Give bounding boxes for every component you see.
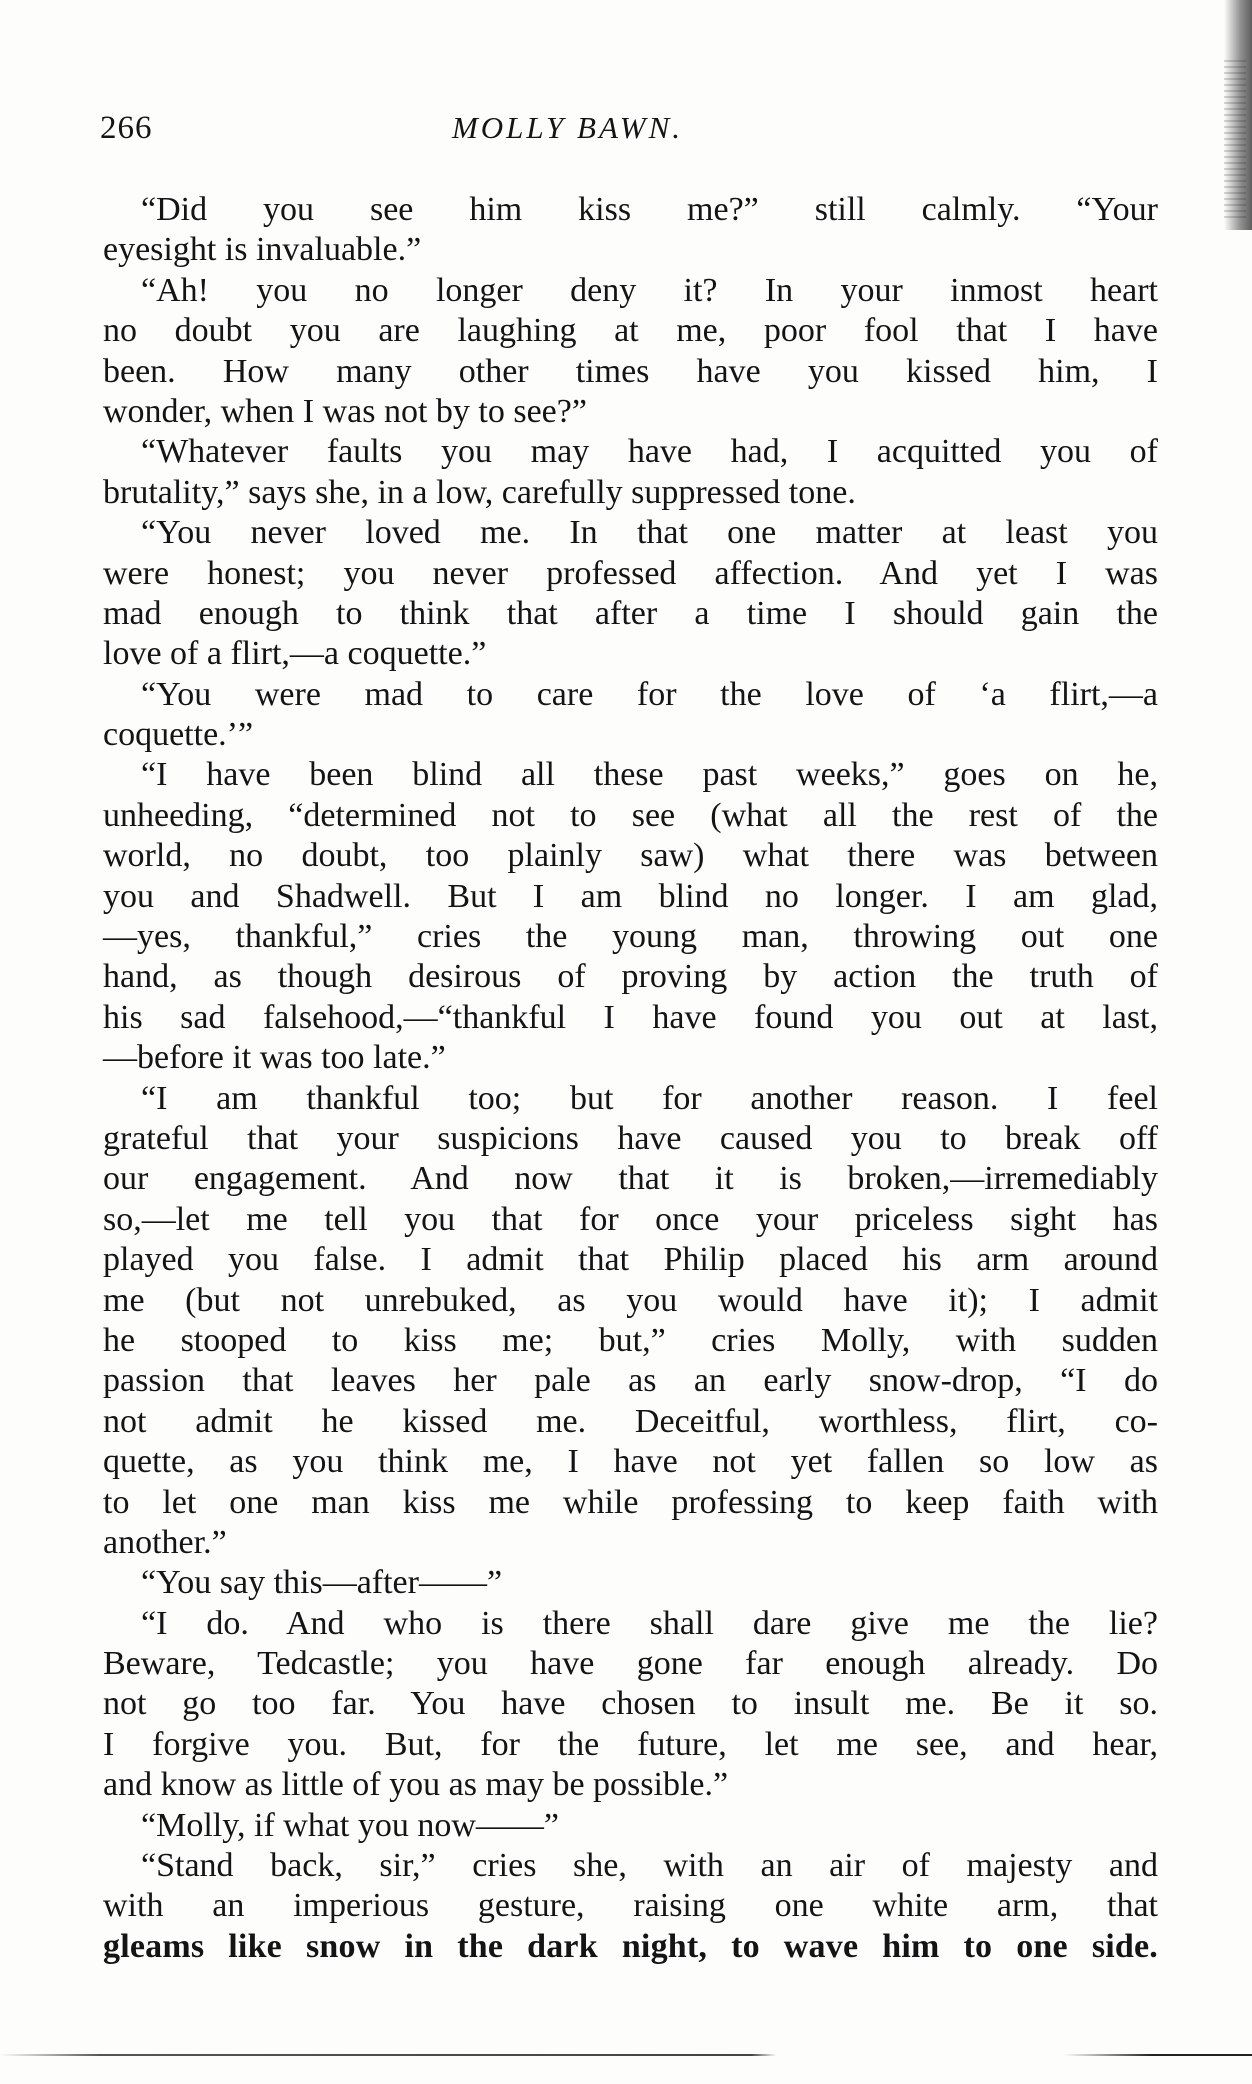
text-line: hand, as though desirous of proving by action the truth of (103, 958, 1158, 996)
text-line: “Molly, if what you now——” (141, 1806, 560, 1844)
text-line: “I have been blind all these past weeks,” goes on he, (141, 756, 1158, 794)
text-line: another.” (103, 1523, 227, 1561)
text-line: “Did you see him kiss me?” still calmly. “Your (141, 191, 1158, 228)
text-line: coquette.’” (103, 716, 254, 754)
text-line: wonder, when I was not by to see?” (103, 392, 587, 430)
text-line: been. How many other times have you kissed him, I (103, 352, 1158, 390)
text-line: mad enough to think that after a time I should gain the (103, 594, 1158, 632)
text-line: —yes, thankful,” cries the young man, throwing out one (103, 918, 1158, 956)
text-line: brutality,” says she, in a low, carefully suppressed tone. (103, 473, 856, 511)
text-line: —before it was too late.” (103, 1039, 446, 1077)
text-line: with an imperious gesture, raising one white arm, that (103, 1887, 1158, 1925)
text-line: his sad falsehood,—“thankful I have found you out at last, (103, 998, 1158, 1036)
text-line: gleams like snow in the dark night, to wave him to one side. (103, 1927, 1158, 1965)
text-line: “You say this—after——” (141, 1564, 503, 1602)
text-line: “Whatever faults you may have had, I acquitted you of (141, 433, 1158, 471)
text-line: grateful that your suspicions have caused you to break off (103, 1119, 1158, 1157)
text-line: to let one man kiss me while professing to keep faith with (103, 1483, 1158, 1521)
text-line: “You never loved me. In that one matter at least you (141, 514, 1158, 552)
footer-rule (0, 2054, 1252, 2056)
text-line: you and Shadwell. But I am blind no longer. I am glad, (103, 877, 1158, 915)
text-line: not go too far. You have chosen to insult me. Be it so. (103, 1685, 1158, 1723)
text-line: passion that leaves her pale as an early snow-drop, “I do (103, 1362, 1158, 1400)
text-line: and know as little of you as may be possible.” (103, 1766, 729, 1804)
body-text (103, 190, 1158, 1967)
page-number: 266 (100, 110, 153, 146)
text-line: not admit he kissed me. Deceitful, worthless, flirt, co- (103, 1402, 1158, 1440)
text-line: “I am thankful too; but for another reason. I feel (141, 1079, 1158, 1117)
text-line: no doubt you are laughing at me, poor fool that I have (103, 312, 1158, 350)
text-line: world, no doubt, too plainly saw) what there was between (103, 837, 1158, 875)
text-line: “Ah! you no longer deny it? In your inmost heart (141, 271, 1158, 309)
text-line: “You were mad to care for the love of ‘a flirt,—a (141, 675, 1158, 713)
binding-edge-texture (1224, 60, 1246, 220)
text-line: quette, as you think me, I have not yet fallen so low as (103, 1443, 1158, 1481)
text-line: eyesight is invaluable.” (103, 231, 422, 269)
text-line: I forgive you. But, for the future, let me see, and hear, (103, 1725, 1158, 1763)
text-line: unheeding, “determined not to see (what all the rest of the (103, 796, 1158, 834)
text-line: were honest; you never professed affection. And yet I was (103, 554, 1158, 592)
text-line: he stooped to kiss me; but,” cries Molly, with sudden (103, 1321, 1158, 1359)
text-line: “I do. And who is there shall dare give me the lie? (141, 1604, 1158, 1642)
text-line: love of a flirt,—a coquette.” (103, 635, 487, 673)
running-title: MOLLY BAWN. (451, 110, 684, 145)
text-line: me (but not unrebuked, as you would have it); I admit (103, 1281, 1158, 1319)
text-line: “Stand back, sir,” cries she, with an air of majesty and (141, 1847, 1158, 1885)
text-line: played you false. I admit that Philip placed his arm around (103, 1241, 1158, 1279)
text-line: our engagement. And now that it is broken,—irremediably (103, 1160, 1158, 1198)
page-header (100, 110, 1035, 154)
text-line: so,—let me tell you that for once your priceless sight has (103, 1200, 1158, 1238)
text-line: Beware, Tedcastle; you have gone far enough already. Do (103, 1645, 1158, 1683)
